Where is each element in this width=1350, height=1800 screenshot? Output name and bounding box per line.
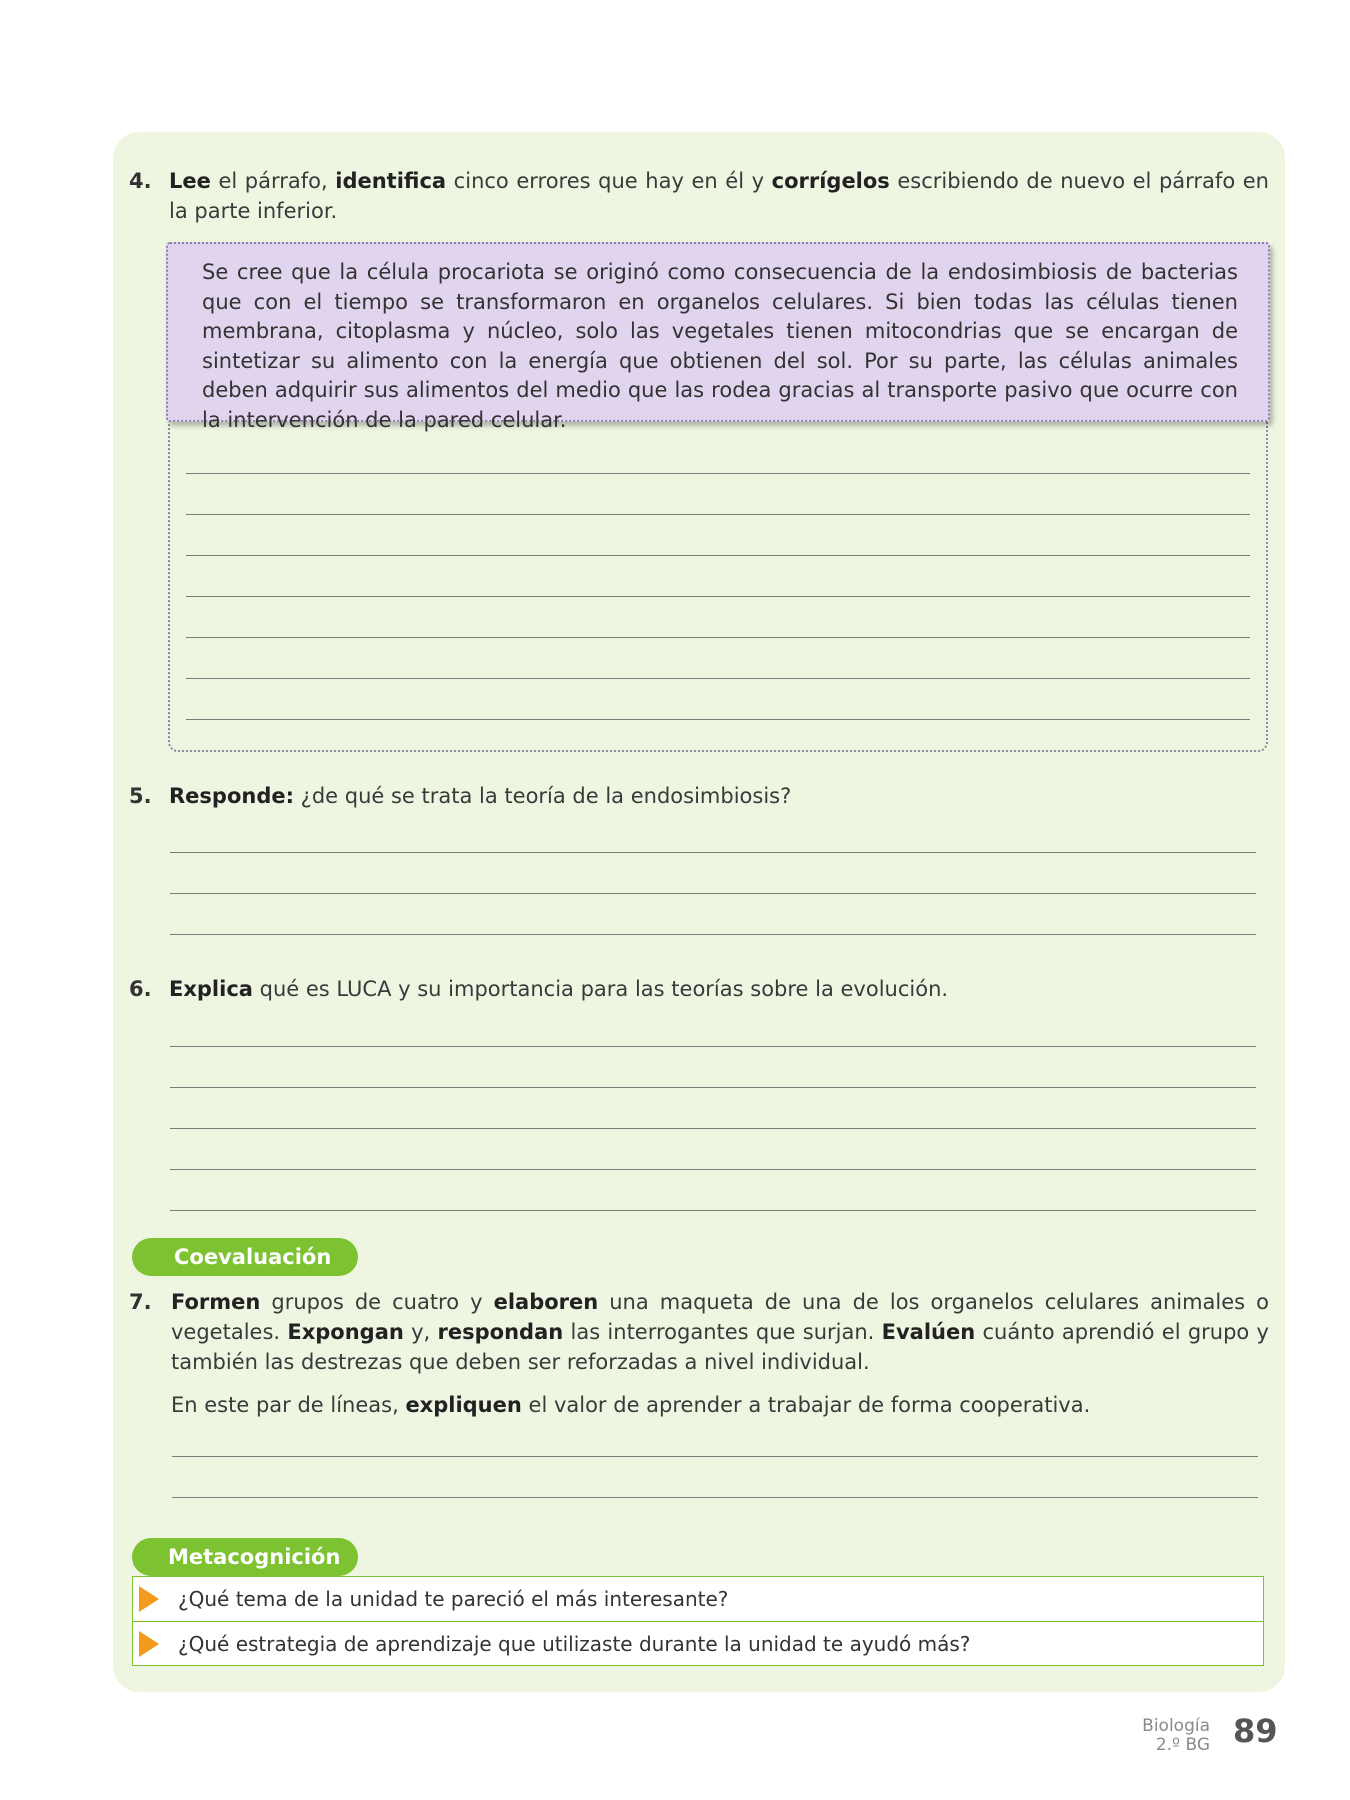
answer-line[interactable] bbox=[170, 934, 1256, 935]
list-item: ¿Qué estrategia de aprendizaje que utilizaste durante la unidad te ayudó más? bbox=[133, 1621, 1263, 1665]
coevaluacion-label: Coevaluación bbox=[132, 1238, 358, 1276]
question-text: Formen grupos de cuatro y elaboren una maqueta de una de los organelos celulares animales o vegetales. Expongan y, respondan las interrogantes que surjan. Evalúen cuánto aprendió el grupo y también las destrezas que deben ser reforzadas a nivel individual. bbox=[171, 1290, 1269, 1374]
answer-line[interactable] bbox=[186, 473, 1250, 474]
error-paragraph-box bbox=[166, 242, 1270, 432]
question-7 bbox=[129, 1287, 1269, 1383]
question-4 bbox=[129, 166, 1269, 228]
question-number: 7. bbox=[129, 1290, 152, 1314]
question-6 bbox=[129, 974, 1269, 1006]
error-paragraph: Se cree que la célula procariota se originó como consecuencia de la endosimbiosis de bacterias que con el tiempo se transformaron en organelos celulares. Si bien todas las células tienen membrana, citoplasma y núcleo, solo las vegetales tienen mitocondrias que se encargan de sintetizar su alimento con la energía que obtienen del sol. Por su parte, las células animales deben adquirir sus alimentos del medio que las rodea gracias al transporte pasivo que ocurre con la intervención de la pared celular. bbox=[202, 260, 1238, 432]
list-item: ¿Qué tema de la unidad te pareció el más interesante? bbox=[133, 1577, 1263, 1621]
question-number: 6. bbox=[129, 977, 152, 1001]
answer-line[interactable] bbox=[170, 893, 1256, 894]
answer-line[interactable] bbox=[170, 1128, 1256, 1129]
question-text: Explica qué es LUCA y su importancia para las teorías sobre la evolución. bbox=[169, 977, 949, 1001]
question-number: 5. bbox=[129, 784, 152, 808]
answer-line[interactable] bbox=[170, 1087, 1256, 1088]
answer-line[interactable] bbox=[170, 1046, 1256, 1047]
answer-line[interactable] bbox=[172, 1456, 1258, 1457]
arrow-right-icon bbox=[139, 1631, 159, 1657]
answer-line[interactable] bbox=[172, 1497, 1258, 1498]
answer-line[interactable] bbox=[186, 555, 1250, 556]
answer-line[interactable] bbox=[170, 852, 1256, 853]
answer-line[interactable] bbox=[186, 514, 1250, 515]
metacognicion-box bbox=[132, 1576, 1264, 1666]
answer-line[interactable] bbox=[186, 719, 1250, 720]
question-7-instruction: En este par de líneas, expliquen el valor de aprender a trabajar de forma cooperativa. bbox=[171, 1393, 1091, 1417]
answer-line[interactable] bbox=[186, 637, 1250, 638]
answer-line[interactable] bbox=[186, 596, 1250, 597]
page-number: 89 bbox=[1233, 1712, 1278, 1750]
question-5 bbox=[129, 781, 1269, 813]
arrow-right-icon bbox=[139, 1586, 159, 1612]
answer-line[interactable] bbox=[170, 1210, 1256, 1211]
answer-line[interactable] bbox=[170, 1169, 1256, 1170]
metacognicion-label: Metacognición bbox=[132, 1538, 358, 1576]
question-text: Lee el párrafo, identifica cinco errores que hay en él y corrígelos escribiendo de nuevo el párrafo en la parte inferior. bbox=[169, 169, 1269, 223]
footer-subject: Biología 2.º BG bbox=[1142, 1716, 1210, 1755]
question-text: Responde: ¿de qué se trata la teoría de la endosimbiosis? bbox=[169, 784, 792, 808]
question-number: 4. bbox=[129, 169, 152, 193]
answer-line[interactable] bbox=[186, 678, 1250, 679]
